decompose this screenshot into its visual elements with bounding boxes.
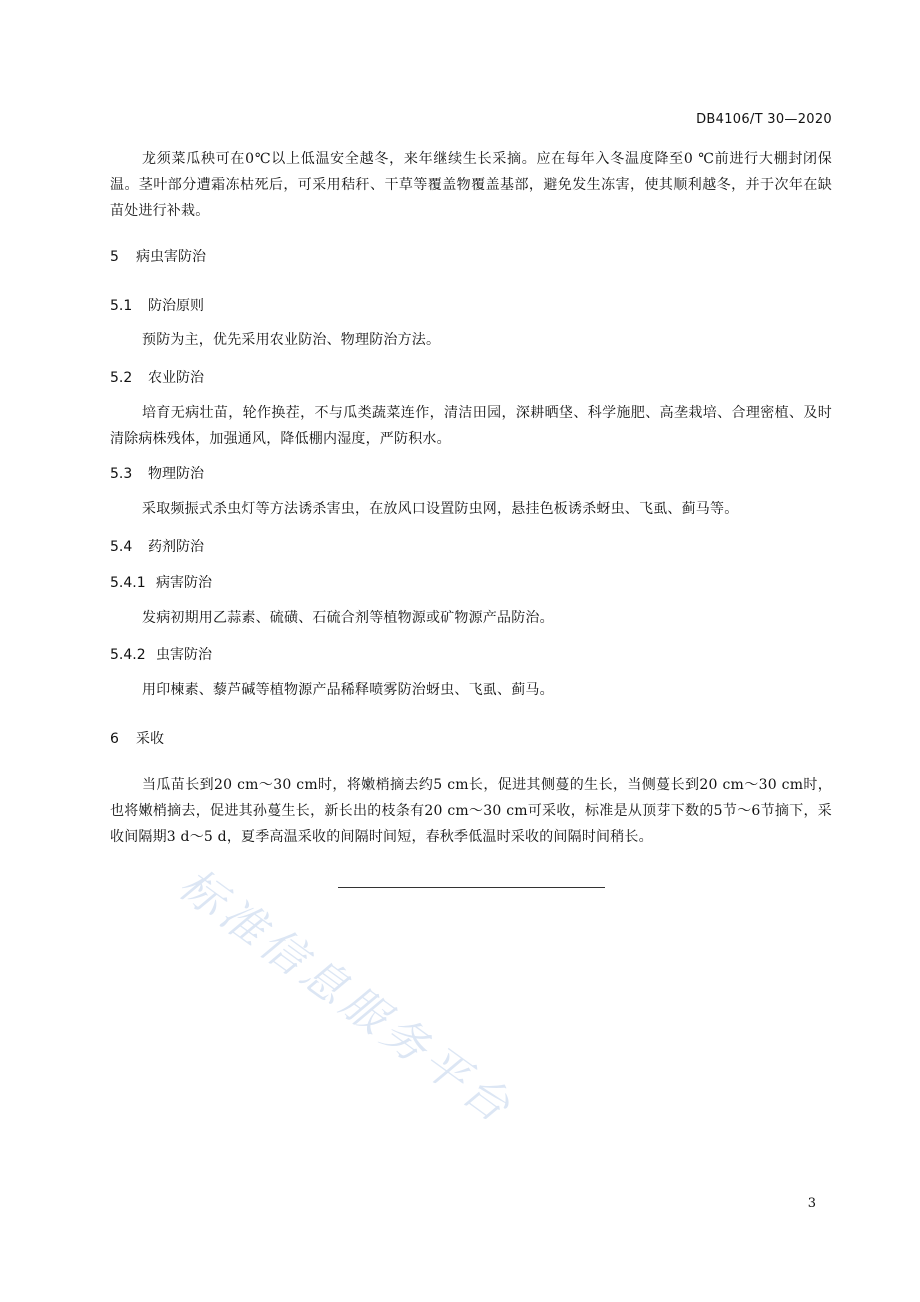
section-number: 5.4	[110, 539, 133, 555]
section-title: 防治原则	[148, 298, 204, 314]
section-title: 物理防治	[148, 466, 204, 482]
end-rule	[338, 887, 605, 888]
section-title: 农业防治	[148, 370, 204, 386]
section-5-heading	[110, 247, 206, 267]
section-number: 5.4.1	[110, 575, 146, 591]
page-number: 3	[807, 1196, 816, 1211]
section-number: 5.4.2	[110, 647, 146, 663]
section-5-4-1-text: 发病初期用乙蒜素、硫磺、石硫合剂等植物源或矿物源产品防治。	[142, 610, 554, 626]
section-title: 采收	[136, 731, 164, 747]
section-5-2-text: 培育无病壮苗，轮作换茬，不与瓜类蔬菜连作，清洁田园，深耕晒垡、科学施肥、高垄栽培、合理密植、及时清除病株残体，加强通风，降低棚内湿度，严防积水。	[110, 405, 832, 447]
section-5-3-text: 采取频振式杀虫灯等方法诱杀害虫，在放风口设置防虫网，悬挂色板诱杀蚜虫、飞虱、蓟马等。	[142, 501, 739, 517]
watermark: 标准信息服务平台	[169, 858, 524, 1136]
section-6-text: 当瓜苗长到20 cm～30 cm时，将嫩梢摘去约5 cm长，促进其侧蔓的生长，当侧蔓长到20 cm～30 cm时，也将嫩梢摘去，促进其孙蔓生长，新长出的枝条有20 cm～30 cm可采收，标准是从顶芽下数的5节～6节摘下，采收间隔期3 d～5 d，夏季高温采收的间隔时间短，春秋季低温时采收的间隔时间稍长。	[110, 777, 832, 845]
section-title: 药剂防治	[148, 539, 204, 555]
section-number: 5.3	[110, 466, 133, 482]
section-5-4-2-heading	[110, 645, 212, 665]
intro-paragraph: 龙须菜瓜秧可在0℃以上低温安全越冬，来年继续生长采摘。应在每年入冬温度降至0 ℃前进行大棚封闭保温。茎叶部分遭霜冻枯死后，可采用秸秆、干草等覆盖物覆盖基部，避免发生冻害，使其顺利越冬，并于次年在缺苗处进行补栽。	[110, 151, 832, 219]
section-5-2-heading	[110, 368, 204, 388]
section-5-3-heading	[110, 464, 204, 484]
section-number: 5.2	[110, 370, 133, 386]
section-5-1-text: 预防为主，优先采用农业防治、物理防治方法。	[142, 332, 441, 348]
section-title: 病害防治	[156, 575, 212, 591]
section-number: 5.1	[110, 298, 133, 314]
section-number: 6	[110, 731, 119, 747]
section-title: 病虫害防治	[136, 249, 206, 265]
section-6-heading	[110, 729, 164, 749]
document-code: DB4106/T 30—2020	[696, 112, 832, 127]
section-5-4-heading	[110, 537, 204, 557]
section-5-1-heading	[110, 296, 204, 316]
section-5-4-2-text: 用印楝素、藜芦碱等植物源产品稀释喷雾防治蚜虫、飞虱、蓟马。	[142, 682, 554, 698]
section-5-4-1-heading	[110, 573, 212, 593]
section-title: 虫害防治	[156, 647, 212, 663]
section-number: 5	[110, 249, 119, 265]
